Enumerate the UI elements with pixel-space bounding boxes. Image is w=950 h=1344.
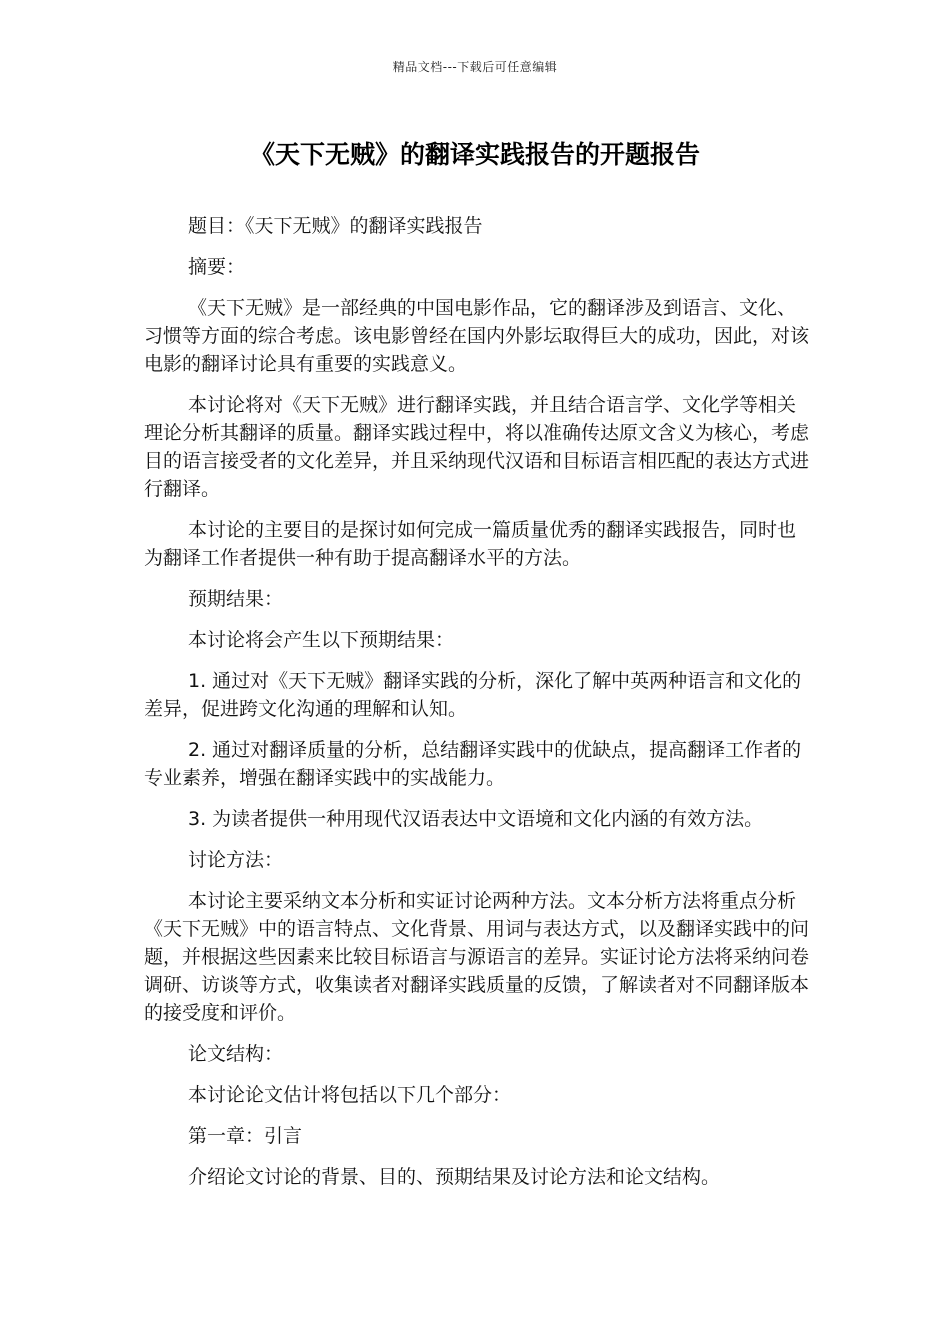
chapter-one-title: 第一章：引言 [188,1125,303,1147]
subject-line: 题目：《天下无贼》的翻译实践报告 [188,215,483,237]
page-header: 精品文档---下载后可任意编辑 [392,60,558,74]
abstract-paragraph-3: 本讨论的主要目的是探讨如何完成一篇质量优秀的翻译实践报告，同时也为翻译工作者提供一种有助于提高翻译水平的方法。 [144,519,797,569]
document-title: 《天下无贼》的翻译实践报告的开题报告 [249,140,700,169]
expected-result-item-1: 1. 通过对《天下无贼》翻译实践的分析，深化了解中英两种语言和文化的差异，促进跨文化沟通的理解和认知。 [144,670,802,720]
abstract-paragraph-1: 《天下无贼》是一部经典的中国电影作品，它的翻译涉及到语言、文化、习惯等方面的综合考虑。该电影曾经在国内外影坛取得巨大的成功，因此，对该电影的翻译讨论具有重要的实践意义。 [144,297,810,375]
method-paragraph: 本讨论主要采纳文本分析和实证讨论两种方法。文本分析方法将重点分析《天下无贼》中的语言特点、文化背景、用词与表达方式，以及翻译实践中的问题，并根据这些因素来比较目标语言与源语言的差异。实证讨论方法将采纳问卷调研、访谈等方式，收集读者对翻译实践质量的反馈，了解读者对不同翻译版本的接受度和评价。 [144,890,810,1024]
chapter-one-description: 介绍论文讨论的背景、目的、预期结果及讨论方法和论文结构。 [188,1166,721,1188]
expected-results-intro: 本讨论将会产生以下预期结果： [188,629,455,651]
structure-intro: 本讨论论文估计将包括以下几个部分： [188,1084,512,1106]
abstract-paragraph-2: 本讨论将对《天下无贼》进行翻译实践，并且结合语言学、文化学等相关理论分析其翻译的质量。翻译实践过程中，将以准确传达原文含义为核心，考虑目的语言接受者的文化差异，并且采纳现代汉语和目标语言相匹配的表达方式进行翻译。 [144,394,810,500]
document-body [144,212,814,1204]
structure-heading: 论文结构： [188,1043,284,1065]
expected-result-item-2: 2. 通过对翻译质量的分析，总结翻译实践中的优缺点，提高翻译工作者的专业素养，增强在翻译实践中的实战能力。 [144,739,802,789]
method-heading: 讨论方法： [188,849,284,871]
expected-results-heading: 预期结果： [188,588,284,610]
abstract-heading: 摘要： [188,256,246,278]
expected-result-item-3: 3. 为读者提供一种用现代汉语表达中文语境和文化内涵的有效方法。 [188,808,764,830]
